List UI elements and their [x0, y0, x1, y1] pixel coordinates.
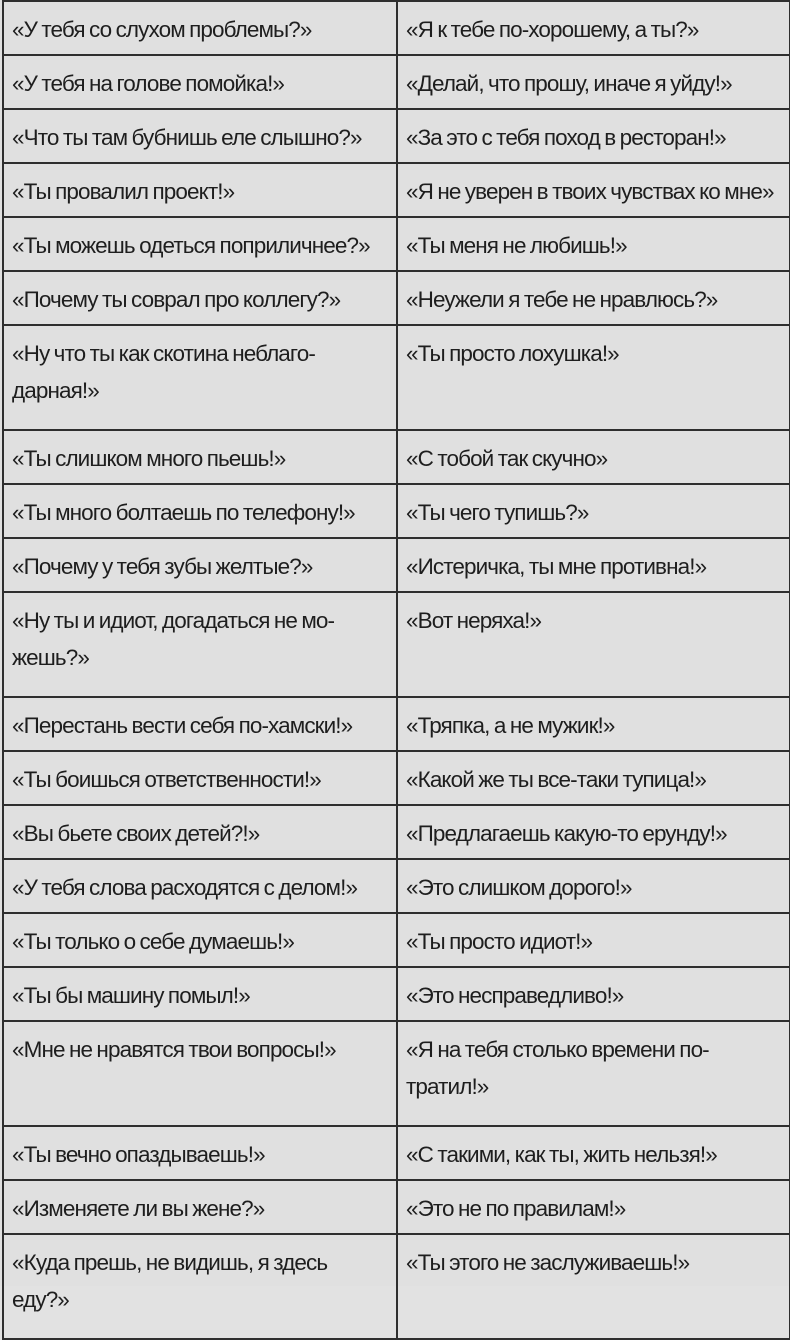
phrase-cell-left [3, 217, 397, 271]
phrase-cell-right [397, 325, 790, 430]
phrase-line: «С такими, как ты, жить нельзя!» [406, 1142, 717, 1167]
phrase-line: «Почему ты соврал про коллегу?» [12, 287, 341, 312]
phrase-line: «У тебя со слухом проблемы?» [12, 17, 312, 42]
phrase-line: «Неужели я тебе не нравлюсь?» [406, 287, 718, 312]
table-row [3, 217, 790, 271]
phrase-line: «Что ты там бубнишь еле слышно?» [12, 125, 362, 150]
phrase-line: «Я на тебя столько времени по- [406, 1037, 709, 1062]
phrase-cell-right [397, 1021, 790, 1126]
table-row [3, 1021, 790, 1126]
table-row [3, 325, 790, 430]
table-row [3, 1234, 790, 1339]
phrase-cell-left [3, 592, 397, 697]
phrase-line: «Ты много болтаешь по телефону!» [12, 500, 355, 525]
phrase-cell-left [3, 1021, 397, 1126]
phrase-cell-left [3, 538, 397, 592]
phrase-line: «Перестань вести себя по-хамски!» [12, 713, 353, 738]
table-row [3, 163, 790, 217]
phrase-line: «Ну ты и идиот, догадаться не мо- [12, 608, 335, 633]
table-row [3, 805, 790, 859]
phrase-cell-left [3, 859, 397, 913]
phrase-line: «Ты чего тупишь?» [406, 500, 589, 525]
phrase-line: «Ты бы машину помыл!» [12, 983, 250, 1008]
table-row [3, 55, 790, 109]
phrase-cell-left [3, 1, 397, 55]
phrase-cell-right [397, 55, 790, 109]
phrase-line: «Куда прешь, не видишь, я здесь [12, 1250, 328, 1275]
phrase-cell-right [397, 1, 790, 55]
phrase-line: «Ты этого не заслуживаешь!» [406, 1250, 690, 1275]
phrase-line: еду?» [12, 1287, 69, 1312]
phrase-cell-left [3, 805, 397, 859]
phrase-line: «За это с тебя поход в ресторан!» [406, 125, 726, 150]
phrase-line: «Ты провалил проект!» [12, 179, 235, 204]
table-row [3, 430, 790, 484]
phrase-cell-left [3, 1180, 397, 1234]
phrase-cell-left [3, 751, 397, 805]
table-row [3, 1, 790, 55]
phrase-cell-right [397, 859, 790, 913]
phrase-line: «Предлагаешь какую-то ерунду!» [406, 821, 727, 846]
phrase-line: «Я к тебе по-хорошему, а ты?» [406, 17, 699, 42]
phrase-line: «С тобой так скучно» [406, 446, 608, 471]
table-row [3, 592, 790, 697]
phrase-cell-right [397, 805, 790, 859]
table-row [3, 1180, 790, 1234]
phrase-cell-left [3, 325, 397, 430]
phrase-cell-right [397, 1126, 790, 1180]
table-row [3, 697, 790, 751]
phrase-cell-right [397, 430, 790, 484]
phrase-cell-right [397, 1180, 790, 1234]
phrase-cell-right [397, 163, 790, 217]
phrase-line: «Ты меня не любишь!» [406, 233, 627, 258]
phrase-cell-right [397, 484, 790, 538]
phrase-cell-left [3, 1234, 397, 1339]
phrase-line: «Ты вечно опаздываешь!» [12, 1142, 265, 1167]
phrase-line: «Вот неряха!» [406, 608, 542, 633]
phrase-cell-right [397, 592, 790, 697]
phrase-cell-right [397, 538, 790, 592]
phrase-line: «Ты просто лохушка!» [406, 341, 619, 366]
phrase-line: «Изменяете ли вы жене?» [12, 1196, 265, 1221]
phrase-cell-right [397, 109, 790, 163]
phrase-cell-left [3, 967, 397, 1021]
table-row [3, 1126, 790, 1180]
phrase-line: «Ты слишком много пьешь!» [12, 446, 286, 471]
phrase-line: «Ты просто идиот!» [406, 929, 593, 954]
phrase-cell-left [3, 271, 397, 325]
phrase-line: «Тряпка, а не мужик!» [406, 713, 615, 738]
phrase-cell-left [3, 163, 397, 217]
phrase-cell-right [397, 1234, 790, 1339]
table-row [3, 913, 790, 967]
phrase-cell-right [397, 271, 790, 325]
phrase-line: «Вы бьете своих детей?!» [12, 821, 260, 846]
table-row [3, 859, 790, 913]
phrase-line: «У тебя слова расходятся с делом!» [12, 875, 358, 900]
table-row [3, 484, 790, 538]
table-row [3, 109, 790, 163]
phrase-line: «Делай, что прошу, иначе я уйду!» [406, 71, 732, 96]
phrase-line: «Почему у тебя зубы желтые?» [12, 554, 313, 579]
phrase-line: «Какой же ты все-таки тупица!» [406, 767, 707, 792]
phrase-line: «Ну что ты как скотина неблаго- [12, 341, 315, 366]
phrase-cell-left [3, 1126, 397, 1180]
phrase-cell-left [3, 430, 397, 484]
phrase-cell-left [3, 697, 397, 751]
phrase-cell-right [397, 913, 790, 967]
phrase-line: «Я не уверен в твоих чувствах ко мне» [406, 179, 774, 204]
phrase-cell-right [397, 751, 790, 805]
phrase-line: «У тебя на голове помойка!» [12, 71, 285, 96]
table-row [3, 271, 790, 325]
phrase-cell-right [397, 217, 790, 271]
phrase-line: «Ты боишься ответственности!» [12, 767, 321, 792]
phrase-line: тратил!» [406, 1074, 489, 1099]
phrase-line: «Это не по правилам!» [406, 1196, 626, 1221]
phrase-line: дарная!» [12, 378, 99, 403]
table-body [3, 1, 790, 1339]
phrase-cell-right [397, 967, 790, 1021]
phrase-cell-right [397, 697, 790, 751]
phrase-line: «Ты можешь одеться поприличнее?» [12, 233, 370, 258]
phrases-table [2, 0, 790, 1340]
phrase-cell-left [3, 109, 397, 163]
phrase-line: жешь?» [12, 645, 89, 670]
table-row [3, 538, 790, 592]
phrase-line: «Истеричка, ты мне противна!» [406, 554, 707, 579]
table-row [3, 967, 790, 1021]
table-row [3, 751, 790, 805]
phrase-cell-left [3, 484, 397, 538]
phrase-line: «Это несправедливо!» [406, 983, 624, 1008]
phrase-cell-left [3, 913, 397, 967]
phrase-cell-left [3, 55, 397, 109]
phrase-line: «Мне не нравятся твои вопросы!» [12, 1037, 336, 1062]
phrase-line: «Ты только о себе думаешь!» [12, 929, 295, 954]
phrase-line: «Это слишком дорого!» [406, 875, 632, 900]
